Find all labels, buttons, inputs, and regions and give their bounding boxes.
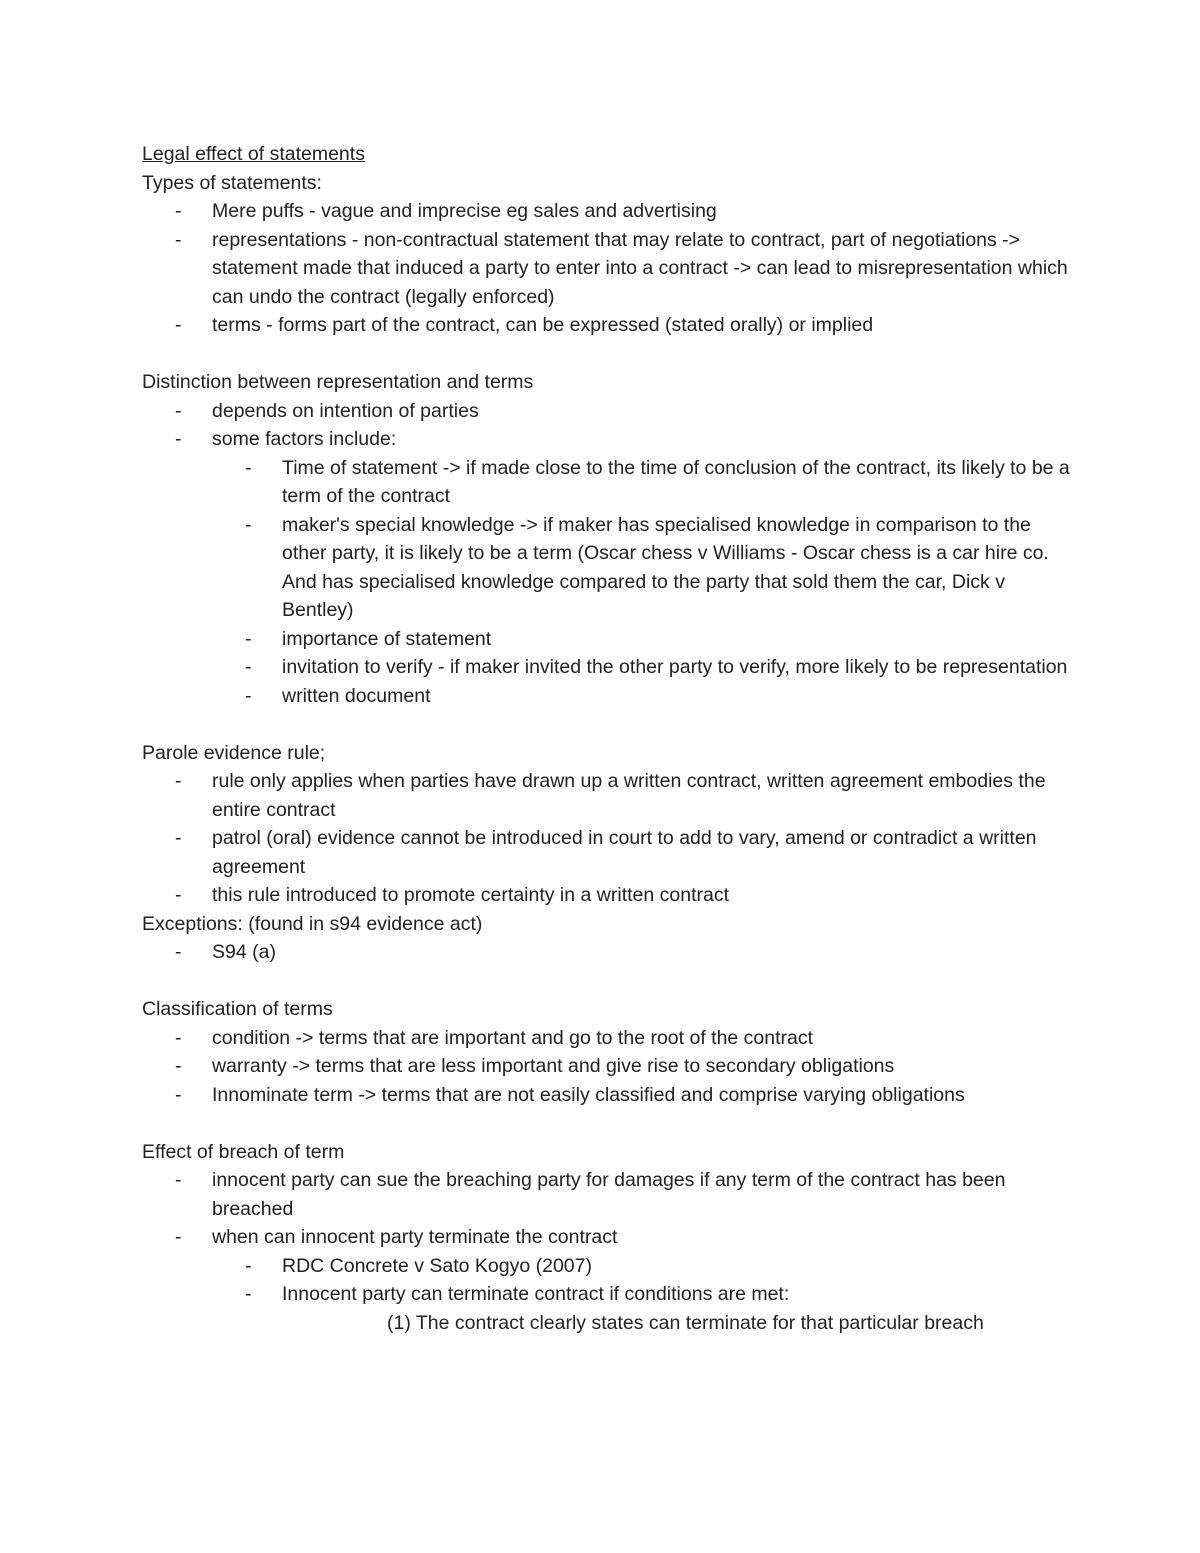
list-item: - importance of statement [212, 625, 1072, 654]
types-list [142, 197, 1072, 340]
parole-heading: Parole evidence rule; [142, 741, 326, 764]
classification-list [142, 1024, 1072, 1110]
breach-sub-list [212, 1252, 1072, 1338]
list-item: - S94 (a) [142, 938, 1072, 967]
parole-list [142, 767, 1072, 910]
list-item: - Time of statement -> if made close to the time of conclusion of the contract, its likely to be a term of the contract [212, 454, 1072, 511]
list-item: - representations - non-contractual statement that may relate to contract, part of negotiations -> statement made that induced a party to enter into a contract -> can lead to misrepresentation which can undo the contract (legally enforced) [142, 226, 1072, 312]
list-item: - invitation to verify - if maker invited the other party to verify, more likely to be representation [212, 653, 1072, 682]
list-item: - rule only applies when parties have drawn up a written contract, written agreement embodies the entire contract [142, 767, 1072, 824]
list-item [142, 1223, 1072, 1337]
exceptions-heading: Exceptions: (found in s94 evidence act) [142, 912, 483, 935]
list-item: - patrol (oral) evidence cannot be introduced in court to add to vary, amend or contradict a written agreement [142, 824, 1072, 881]
exceptions-list [142, 938, 1072, 967]
list-item: - RDC Concrete v Sato Kogyo (2007) [212, 1252, 1072, 1281]
list-item: - maker's special knowledge -> if maker has specialised knowledge in comparison to the other party, it is likely to be a term (Oscar chess v Williams - Oscar chess is a car hire co. And has specialised knowledge compared to the party that sold them the car, Dick v Bentley) [212, 511, 1072, 625]
numbered-condition: (1) The contract clearly states can terminate for that particular breach [387, 1311, 984, 1334]
document-page [142, 140, 1072, 1337]
list-item: - innocent party can sue the breaching party for damages if any term of the contract has been breached [142, 1166, 1072, 1223]
list-item [212, 1280, 1072, 1337]
classification-heading: Classification of terms [142, 998, 333, 1020]
list-item: - Innominate term -> terms that are not easily classified and comprise varying obligations [142, 1081, 1072, 1110]
list-item-text: Innocent party can terminate contract if conditions are met: [282, 1283, 790, 1305]
list-item-text: some factors include: [212, 428, 397, 450]
types-heading: Types of statements: [142, 171, 322, 194]
list-item: - depends on intention of parties [142, 397, 1072, 426]
list-item-text: when can innocent party terminate the contract [212, 1226, 618, 1248]
document-title: Legal effect of statements [142, 143, 365, 165]
list-item: - terms - forms part of the contract, can be expressed (stated orally) or implied [142, 311, 1072, 340]
list-item: - written document [212, 682, 1072, 711]
list-item: - warranty -> terms that are less important and give rise to secondary obligations [142, 1052, 1072, 1081]
list-item [142, 425, 1072, 710]
breach-heading: Effect of breach of term [142, 1140, 345, 1163]
list-item: - Mere puffs - vague and imprecise eg sales and advertising [142, 197, 1072, 226]
breach-list [142, 1166, 1072, 1337]
list-item: - condition -> terms that are important and go to the root of the contract [142, 1024, 1072, 1053]
distinction-heading: Distinction between representation and terms [142, 371, 534, 393]
factors-list [212, 454, 1072, 711]
distinction-list [142, 397, 1072, 711]
list-item: - this rule introduced to promote certainty in a written contract [142, 881, 1072, 910]
